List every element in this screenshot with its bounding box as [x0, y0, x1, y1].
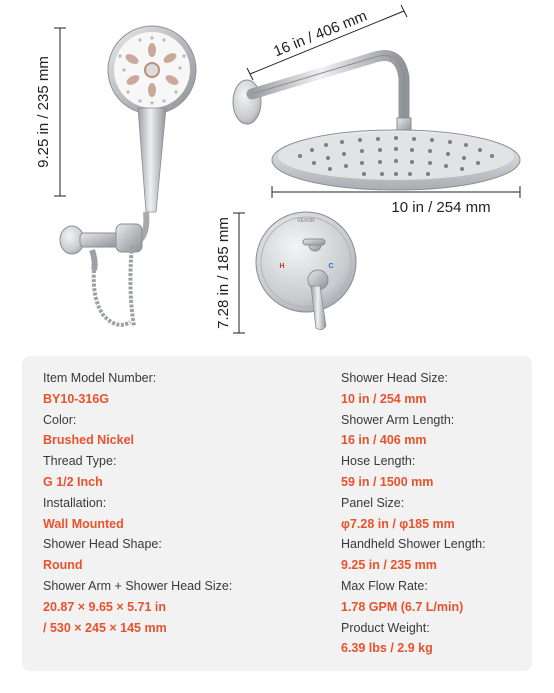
shower-arm: [233, 56, 411, 133]
specs-left-column: [43, 368, 333, 638]
panel-brand: VEVOR: [297, 218, 315, 224]
spec-value-handheld-length: 9.25 in / 235 mm: [341, 558, 437, 573]
arm-length-label: 16 in / 406 mm: [271, 7, 370, 61]
head-diameter-label: 10 in / 254 mm: [391, 199, 491, 216]
spec-label-installation: Installation:: [43, 495, 107, 510]
spec-value-flow-rate: 1.78 GPM (6.7 L/min): [341, 599, 464, 614]
valve-panel: [256, 212, 356, 330]
spec-value-model: BY10-316G: [43, 391, 110, 406]
panel-size-label: 7.28 in / 185 mm: [215, 217, 232, 329]
spec-value-weight: 6.39 lbs / 2.9 kg: [341, 641, 433, 656]
cold-mark: C: [328, 263, 334, 270]
handheld-height-dimension: [35, 28, 66, 196]
spec-label-thread: Thread Type:: [43, 454, 117, 469]
spec-label-arm-length: Shower Arm Length:: [341, 412, 455, 427]
hot-mark: H: [279, 263, 285, 270]
shower-head: [272, 130, 520, 190]
spec-value-installation: Wall Mounted: [43, 516, 124, 531]
spec-value-hose-length: 59 in / 1500 mm: [341, 474, 434, 489]
spec-label-handheld-length: Handheld Shower Length:: [341, 537, 486, 552]
spec-label-flow-rate: Max Flow Rate:: [341, 578, 428, 593]
specifications-panel: [22, 356, 532, 671]
spec-value-thread: G 1/2 Inch: [43, 474, 103, 489]
spec-label-head-size: Shower Head Size:: [341, 371, 449, 385]
spec-label-hose-length: Hose Length:: [341, 454, 416, 469]
spec-value-arm-head-size-mm: / 530 × 245 × 145 mm: [43, 620, 167, 635]
spec-label-panel-size: Panel Size:: [341, 495, 405, 510]
panel-size-dimension: [215, 213, 245, 333]
hand-shower-holder: [60, 224, 142, 326]
handheld-height-label: 9.25 in / 235 mm: [35, 56, 52, 168]
hand-shower: [108, 26, 196, 240]
specs-right-column: [341, 368, 526, 659]
spec-label-head-shape: Shower Head Shape:: [43, 537, 162, 552]
spec-value-panel-size: φ7.28 in / φ185 mm: [341, 516, 455, 531]
spec-value-head-size: 10 in / 254 mm: [341, 391, 427, 406]
spec-value-head-shape: Round: [43, 558, 83, 573]
spec-label-weight: Product Weight:: [341, 620, 430, 635]
spec-label-color: Color:: [43, 412, 77, 427]
spec-value-arm-length: 16 in / 406 mm: [341, 433, 427, 448]
spec-value-color: Brushed Nickel: [43, 433, 135, 448]
spec-label-arm-head-size: Shower Arm + Shower Head Size:: [43, 578, 233, 593]
spec-value-arm-head-size-in: 20.87 × 9.65 × 5.71 in: [43, 599, 167, 614]
spec-label-model: Item Model Number:: [43, 371, 157, 385]
